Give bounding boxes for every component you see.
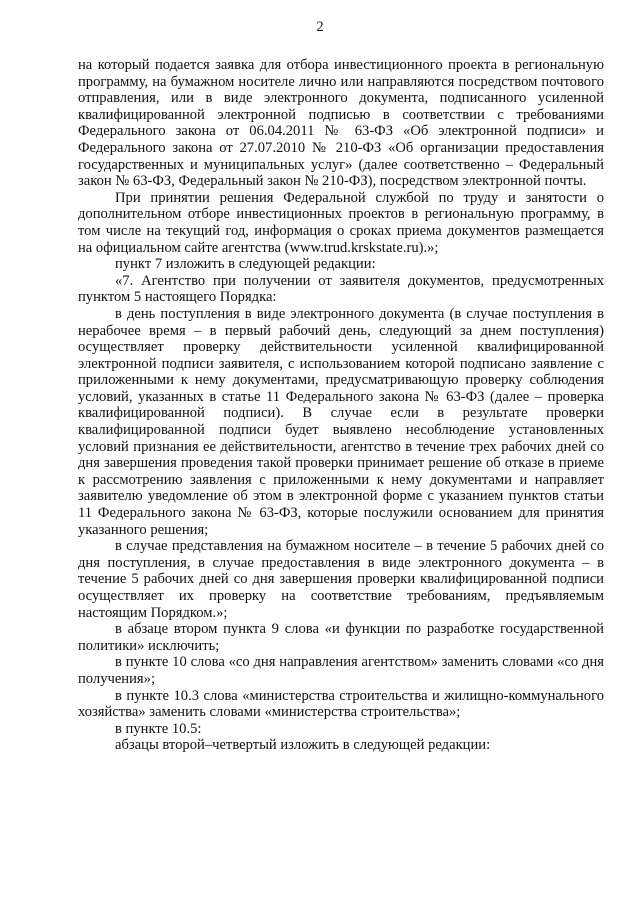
paragraph-electronic-check: в день поступления в виде электронного документа (в случае поступления в нерабочее время – в первый рабочий день, следующий за днем поступления) осуществляет проверку действительности усиленной квалифицированной электронной подписи заявителя, с использованием которой подписано заявление с приложенными к нему документами, предусматривающую проверку соблюдения условий, указанных в статье 11 Федерального закона № 63-ФЗ (далее – проверка квалифицированной подписи). В случае если в результате проверки квалифицированной подписи будет выявлено несоблюдение установленных условий признания ее действительности, агентство в течение трех рабочих дней со дня завершения проведения такой проверки принимает решение об отказе в приеме к рассмотрению заявления с приложенными к нему документами и направляет заявителю уведомление об этом в электронной форме с указанием пунктов статьи 11 Федерального закона № 63-ФЗ, которые послужили основанием для принятия указанного решения; (78, 305, 604, 538)
paragraph-item-10-5: в пункте 10.5: (115, 720, 202, 737)
paragraph-item-7-intro: пункт 7 изложить в следующей редакции: (115, 256, 376, 273)
paragraph-paper-check: в случае представления на бумажном носителе – в течение 5 рабочих дней со дня поступления, в случае предоставления в виде электронного документа – в течение 5 рабочих дней со дня завершения проверки квалифицированной подписи осуществляет их проверку на соответствие требованиям, предъявляемым настоящим Порядком.»; (78, 538, 604, 621)
paragraph-abzacy: абзацы второй–четвертый изложить в следующей редакции: (115, 737, 491, 754)
paragraph-additional-selection: При принятии решения Федеральной службой по труду и занятости о дополнительном отборе инвестиционных проектов в региональную программу, в том числе на текущий год, информация о сроках приема документов размещается на официальном сайте агентства (www.trud.krskstate.ru).»; (78, 189, 604, 256)
paragraph-item-9: в абзаце втором пункта 9 слова «и функции по разработке государственной политики» исключить; (78, 621, 604, 654)
paragraph-item-10: в пункте 10 слова «со дня направления агентством» заменить словами «со дня получения»; (78, 654, 604, 687)
paragraph-submission-methods: на который подается заявка для отбора инвестиционного проекта в региональную программу, на бумажном носителе лично или направляются посредством почтового отправления, или в виде электронного документа, подписанного усиленной квалифицированной электронной подписью в соответствии с требованиями Федерального закона от 06.04.2011 № 63-ФЗ «Об электронной подписи» и Федерального закона от 27.07.2010 № 210-ФЗ «Об организации предоставления государственных и муниципальных услуг» (далее соответственно – Федеральный закон № 63-ФЗ, Федеральный закон № 210-ФЗ), посредством электронной почты. (78, 57, 604, 190)
document-body (78, 57, 604, 754)
paragraph-item-7-heading: «7. Агентство при получении от заявителя документов, предусмотренных пунктом 5 настоящего Порядка: (78, 272, 604, 306)
page-number: 2 (316, 19, 324, 35)
paragraph-item-10-3: в пункте 10.3 слова «министерства строительства и жилищно-коммунального хозяйства» заменить словами «министерства строительства»; (78, 687, 604, 721)
